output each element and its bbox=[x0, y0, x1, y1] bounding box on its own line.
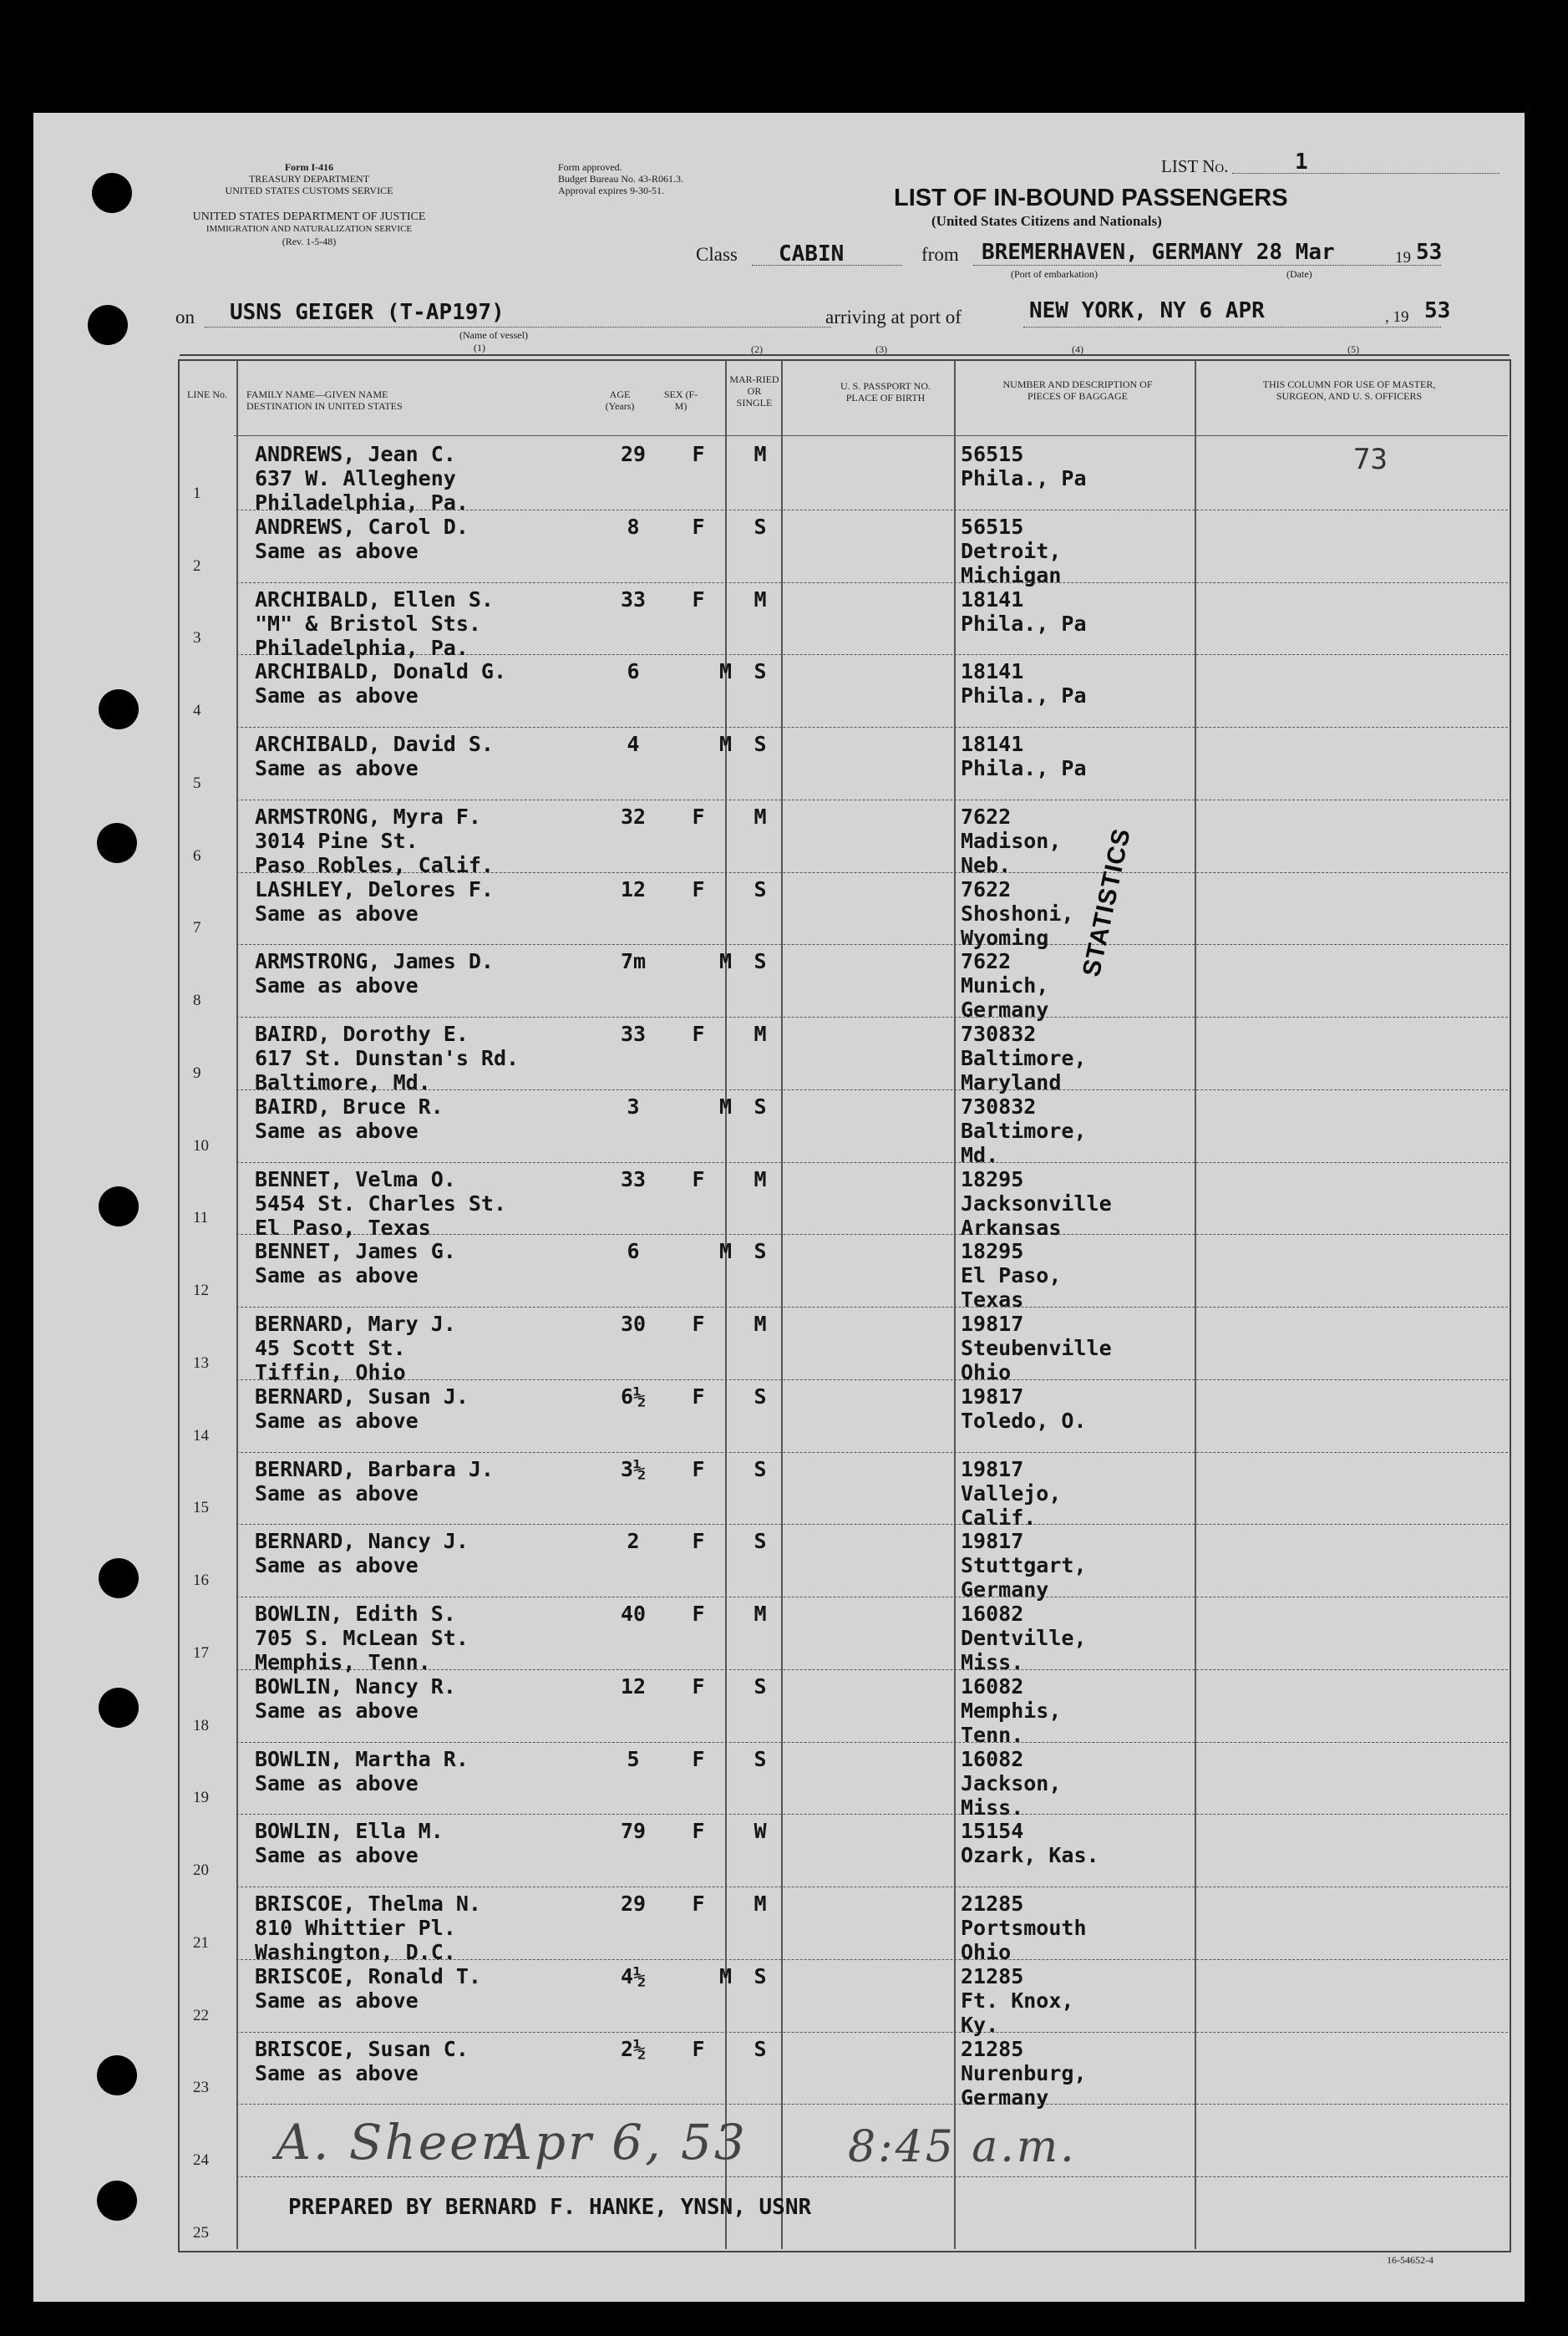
row-marital-status: W bbox=[754, 1819, 767, 1844]
row-sex: M bbox=[718, 732, 732, 757]
row-name-destination: BERNARD, Nancy J. Same as above bbox=[255, 1529, 469, 1578]
handwritten-time: 8:45 a.m. bbox=[848, 2122, 1077, 2172]
table-row bbox=[178, 1887, 1508, 1965]
row-age: 3½ bbox=[620, 1456, 647, 1481]
col-header-line: LINE No. bbox=[187, 388, 227, 400]
row-marital-status: S bbox=[754, 659, 767, 684]
row-name-destination: ARCHIBALD, David S. Same as above bbox=[255, 732, 494, 781]
approval-line: Form approved. bbox=[558, 161, 622, 173]
year-prefix-2: , 19 bbox=[1385, 308, 1409, 326]
vessel-line bbox=[205, 327, 831, 328]
row-name-destination: ARCHIBALD, Donald G. Same as above bbox=[255, 659, 507, 708]
form-justice-block bbox=[167, 211, 451, 248]
row-marital-status: M bbox=[754, 1892, 767, 1917]
row-sex: F bbox=[692, 1456, 705, 1481]
arriving-label: arriving at port of bbox=[825, 307, 962, 328]
form-agency-block bbox=[159, 161, 459, 196]
vessel-caption: (Name of vessel) bbox=[459, 329, 528, 341]
punch-hole bbox=[97, 2181, 137, 2221]
row-line-number: 17 bbox=[193, 1643, 209, 1662]
row-age: 2 bbox=[627, 1529, 640, 1554]
vessel-name: USNS GEIGER (T-AP197) bbox=[230, 300, 505, 325]
punch-hole bbox=[99, 1186, 139, 1226]
table-row bbox=[178, 1814, 1508, 1887]
punch-hole bbox=[99, 1558, 139, 1598]
row-line-number: 4 bbox=[193, 702, 201, 720]
on-label: on bbox=[175, 307, 195, 328]
table-row bbox=[178, 1524, 1508, 1602]
table-row bbox=[178, 1307, 1508, 1385]
list-number-line bbox=[1232, 173, 1499, 174]
agency-treasury: TREASURY DEPARTMENT bbox=[248, 173, 370, 185]
row-sex: M bbox=[718, 1963, 732, 1988]
col-header-age: AGE (Years) bbox=[605, 388, 635, 412]
port-caption: (Port of embarkation) bbox=[1011, 268, 1098, 280]
row-passport-birthplace: 21285 Portsmouth Ohio bbox=[961, 1892, 1087, 1965]
row-age: 33 bbox=[620, 1166, 647, 1191]
row-line-number: 11 bbox=[193, 1209, 209, 1227]
col-header-n4: (4) bbox=[1072, 343, 1083, 355]
col-header-n2: (2) bbox=[751, 343, 763, 355]
table-row bbox=[178, 1959, 1508, 2037]
footer-code: 16-54652-4 bbox=[1387, 2254, 1434, 2266]
col-header-n3: (3) bbox=[875, 343, 887, 355]
list-number-label: LIST No. bbox=[1161, 156, 1229, 176]
row-passport-birthplace: 18295 Jacksonville Arkansas bbox=[961, 1166, 1112, 1240]
embarkation-port: BREMERHAVEN, GERMANY 28 Mar bbox=[982, 240, 1335, 265]
year-value-1: 53 bbox=[1416, 240, 1443, 265]
row-age: 33 bbox=[620, 587, 647, 612]
row-passport-birthplace: 730832 Baltimore, Md. bbox=[961, 1094, 1087, 1167]
row-line-number: 12 bbox=[193, 1282, 209, 1300]
row-name-destination: LASHLEY, Delores F. Same as above bbox=[255, 876, 494, 926]
row-line-number: 22 bbox=[193, 2006, 209, 2024]
punch-hole bbox=[97, 823, 137, 863]
year-prefix-1: 19 bbox=[1395, 249, 1411, 267]
row-name-destination: BOWLIN, Edith S. 705 S. McLean St. Memphis, Tenn. bbox=[255, 1602, 469, 1675]
agency-ins: IMMIGRATION AND NATURALIZATION SERVICE bbox=[206, 224, 413, 234]
table-row bbox=[178, 1089, 1508, 1167]
row-line-number: 24 bbox=[193, 2151, 209, 2170]
row-marital-status: M bbox=[754, 442, 767, 466]
row-name-destination: ANDREWS, Carol D. Same as above bbox=[255, 514, 469, 563]
row-line-number: 8 bbox=[193, 992, 201, 1010]
row-age: 6 bbox=[627, 659, 640, 684]
col-header-sex: SEX (F-M) bbox=[663, 388, 698, 412]
row-line-number: 21 bbox=[193, 1933, 209, 1952]
table-row bbox=[178, 1742, 1508, 1820]
row-passport-birthplace: 56515 Phila., Pa bbox=[961, 442, 1087, 490]
row-sex: F bbox=[692, 1022, 705, 1047]
row-name-destination: ARCHIBALD, Ellen S. "M" & Bristol Sts. Philadelphia, Pa. bbox=[255, 587, 494, 660]
table-row bbox=[178, 437, 1508, 515]
col-header-married: MAR-RIED OR SINGLE bbox=[729, 373, 779, 409]
row-passport-birthplace: 21285 Nurenburg, Germany bbox=[961, 2036, 1087, 2110]
row-sex: M bbox=[718, 949, 732, 974]
handwritten-signature: A. Sheen bbox=[276, 2114, 515, 2171]
row-marital-status: S bbox=[754, 1239, 767, 1264]
row-sex: F bbox=[692, 1166, 705, 1191]
row-line-number: 5 bbox=[193, 774, 201, 792]
row-sex: F bbox=[692, 1673, 705, 1699]
row-marital-status: M bbox=[754, 804, 767, 829]
approval-line: Approval expires 9-30-51. bbox=[558, 185, 664, 196]
row-age: 2½ bbox=[620, 2036, 647, 2061]
table-row bbox=[178, 1234, 1508, 1313]
row-sex: F bbox=[692, 876, 705, 901]
row-sex: F bbox=[692, 1746, 705, 1771]
row-line-number: 15 bbox=[193, 1499, 209, 1517]
row-sex: F bbox=[692, 587, 705, 612]
row-name-destination: ARMSTRONG, Myra F. 3014 Pine St. Paso Robles, Calif. bbox=[255, 804, 494, 877]
manifest-sheet bbox=[33, 113, 1525, 2302]
date-caption: (Date) bbox=[1286, 268, 1312, 280]
row-line-number: 6 bbox=[193, 846, 201, 865]
from-label: from bbox=[921, 244, 959, 265]
table-row bbox=[178, 654, 1508, 727]
table-row bbox=[178, 1379, 1508, 1452]
agency-justice: UNITED STATES DEPARTMENT OF JUSTICE bbox=[192, 211, 426, 223]
row-passport-birthplace: 19817 Vallejo, Calif. bbox=[961, 1456, 1062, 1530]
row-line-number: 10 bbox=[193, 1136, 209, 1155]
row-age: 33 bbox=[620, 1022, 647, 1047]
row-name-destination: BAIRD, Dorothy E. 617 St. Dunstan's Rd. Baltimore, Md. bbox=[255, 1022, 520, 1095]
col-header-passport: U. S. PASSPORT NO. PLACE OF BIRTH bbox=[840, 380, 931, 404]
row-age: 12 bbox=[620, 1673, 647, 1699]
row-name-destination: BERNARD, Susan J. Same as above bbox=[255, 1384, 469, 1433]
form-revision: (Rev. 1-5-48) bbox=[282, 236, 337, 247]
row-marital-status: S bbox=[754, 1963, 767, 1988]
row-age: 6½ bbox=[620, 1384, 647, 1409]
row-sex: M bbox=[718, 1094, 732, 1119]
row-name-destination: BERNARD, Barbara J. Same as above bbox=[255, 1456, 494, 1506]
row-age: 4 bbox=[627, 732, 640, 757]
row-passport-birthplace: 16082 Dentville, Miss. bbox=[961, 1602, 1087, 1675]
row-age: 79 bbox=[620, 1819, 647, 1844]
row-line-number: 20 bbox=[193, 1861, 209, 1880]
table-row bbox=[178, 1669, 1508, 1747]
row-marital-status: M bbox=[754, 587, 767, 612]
row-passport-birthplace: 7622 Shoshoni, Wyoming bbox=[961, 876, 1074, 950]
row-marital-status: S bbox=[754, 1673, 767, 1699]
row-marital-status: S bbox=[754, 1456, 767, 1481]
col-header-name: FAMILY NAME—GIVEN NAME DESTINATION IN UNITED STATES bbox=[246, 388, 403, 412]
table-row bbox=[178, 582, 1508, 660]
row-sex: F bbox=[692, 1892, 705, 1917]
row-sex: F bbox=[692, 1384, 705, 1409]
row-age: 40 bbox=[620, 1602, 647, 1627]
row-passport-birthplace: 7622 Madison, Neb. bbox=[961, 804, 1062, 877]
header-rule bbox=[234, 435, 1508, 436]
prepared-by: PREPARED BY BERNARD F. HANKE, YNSN, USNR bbox=[288, 2195, 812, 2220]
row-passport-birthplace: 7622 Munich, Germany bbox=[961, 949, 1049, 1023]
approval-line: Budget Bureau No. 43-R061.3. bbox=[558, 173, 683, 185]
row-line-number: 18 bbox=[193, 1716, 209, 1734]
row-name-destination: BRISCOE, Susan C. Same as above bbox=[255, 2036, 469, 2085]
row-passport-birthplace: 18141 Phila., Pa bbox=[961, 732, 1087, 781]
page-title: LIST OF IN-BOUND PASSENGERS bbox=[894, 185, 1288, 211]
table-row bbox=[178, 1162, 1508, 1240]
row-passport-birthplace: 15154 Ozark, Kas. bbox=[961, 1819, 1099, 1868]
row-passport-birthplace: 16082 Memphis, Tenn. bbox=[961, 1673, 1062, 1747]
row-passport-birthplace: 16082 Jackson, Miss. bbox=[961, 1746, 1062, 1820]
row-sex: M bbox=[718, 659, 732, 684]
row-line-number: 3 bbox=[193, 629, 201, 647]
row-marital-status: S bbox=[754, 876, 767, 901]
row-name-destination: BRISCOE, Ronald T. Same as above bbox=[255, 1963, 481, 2013]
row-name-destination: BRISCOE, Thelma N. 810 Whittier Pl. Washington, D.C. bbox=[255, 1892, 481, 1965]
row-marital-status: M bbox=[754, 1166, 767, 1191]
row-age: 4½ bbox=[620, 1963, 647, 1988]
row-line-number: 25 bbox=[193, 2223, 209, 2242]
row-age: 29 bbox=[620, 1892, 647, 1917]
row-name-destination: BAIRD, Bruce R. Same as above bbox=[255, 1094, 444, 1143]
row-name-destination: BENNET, James G. Same as above bbox=[255, 1239, 456, 1288]
row-marital-status: M bbox=[754, 1312, 767, 1337]
row-line-number: 2 bbox=[193, 556, 201, 575]
row-sex: M bbox=[718, 1239, 732, 1264]
row-age: 8 bbox=[627, 514, 640, 539]
punch-hole bbox=[99, 1688, 139, 1728]
row-sex: F bbox=[692, 804, 705, 829]
row-age: 29 bbox=[620, 442, 647, 466]
punch-hole bbox=[97, 2055, 137, 2095]
row-age: 12 bbox=[620, 876, 647, 901]
row-line-number: 14 bbox=[193, 1426, 209, 1445]
row-line-number: 7 bbox=[193, 919, 201, 937]
punch-hole bbox=[88, 305, 128, 345]
col-header-officers: THIS COLUMN FOR USE OF MASTER, SURGEON, AND U. S. OFFICERS bbox=[1262, 378, 1436, 402]
table-top-rule bbox=[180, 354, 1510, 356]
statistics-stamp: STATISTICS bbox=[1078, 825, 1136, 979]
row-line-number: 23 bbox=[193, 2079, 209, 2097]
table-row bbox=[178, 1452, 1508, 1530]
passenger-rows bbox=[178, 437, 1508, 2249]
row-age: 6 bbox=[627, 1239, 640, 1264]
row-sex: F bbox=[692, 1602, 705, 1627]
from-line bbox=[973, 265, 1441, 266]
table-row bbox=[178, 800, 1508, 877]
row-passport-birthplace: 18141 Phila., Pa bbox=[961, 659, 1087, 708]
page-subtitle: (United States Citizens and Nationals) bbox=[931, 213, 1162, 229]
col-header-n5: (5) bbox=[1347, 343, 1359, 355]
row-sex: F bbox=[692, 442, 705, 466]
officer-mark: 73 bbox=[1353, 443, 1388, 476]
row-sex: F bbox=[692, 1312, 705, 1337]
row-sex: F bbox=[692, 514, 705, 539]
list-number-value: 1 bbox=[1295, 150, 1308, 175]
table-row bbox=[178, 1017, 1508, 1095]
table-row bbox=[178, 727, 1508, 800]
table-row bbox=[178, 2032, 1508, 2110]
row-passport-birthplace: 56515 Detroit, Michigan bbox=[961, 514, 1062, 587]
row-sex: F bbox=[692, 1529, 705, 1554]
col-header-baggage: NUMBER AND DESCRIPTION OF PIECES OF BAGGAGE bbox=[1002, 378, 1153, 402]
agency-customs: UNITED STATES CUSTOMS SERVICE bbox=[225, 185, 393, 196]
row-passport-birthplace: 730832 Baltimore, Maryland bbox=[961, 1022, 1087, 1095]
row-name-destination: BOWLIN, Ella M. Same as above bbox=[255, 1819, 444, 1868]
row-line-number: 19 bbox=[193, 1789, 209, 1807]
row-name-destination: BENNET, Velma O. 5454 St. Charles St. El Paso, Texas bbox=[255, 1166, 507, 1240]
row-marital-status: S bbox=[754, 2036, 767, 2061]
row-age: 3 bbox=[627, 1094, 640, 1119]
table-row bbox=[178, 944, 1508, 1023]
row-marital-status: S bbox=[754, 514, 767, 539]
row-age: 32 bbox=[620, 804, 647, 829]
arrival-port-date: NEW YORK, NY 6 APR bbox=[1029, 298, 1265, 323]
handwritten-date: Apr 6, 53 bbox=[497, 2114, 748, 2171]
row-marital-status: S bbox=[754, 1094, 767, 1119]
row-sex: F bbox=[692, 2036, 705, 2061]
class-label: Class bbox=[696, 244, 738, 265]
row-marital-status: S bbox=[754, 1384, 767, 1409]
arrival-line bbox=[1023, 327, 1441, 328]
punch-hole bbox=[99, 689, 139, 729]
row-name-destination: ANDREWS, Jean C. 637 W. Allegheny Philadelphia, Pa. bbox=[255, 442, 469, 515]
row-passport-birthplace: 21285 Ft. Knox, Ky. bbox=[961, 1963, 1074, 2037]
row-marital-status: S bbox=[754, 732, 767, 757]
table-row bbox=[178, 1597, 1508, 1675]
vessel-column-number: (1) bbox=[474, 342, 485, 353]
row-age: 5 bbox=[627, 1746, 640, 1771]
row-passport-birthplace: 19817 Steubenville Ohio bbox=[961, 1312, 1112, 1385]
form-number: Form I-416 bbox=[284, 161, 334, 173]
row-age: 7m bbox=[620, 949, 647, 974]
row-passport-birthplace: 19817 Toledo, O. bbox=[961, 1384, 1087, 1433]
row-marital-status: S bbox=[754, 1746, 767, 1771]
row-line-number: 13 bbox=[193, 1353, 209, 1372]
row-line-number: 1 bbox=[193, 484, 201, 502]
row-marital-status: M bbox=[754, 1602, 767, 1627]
row-passport-birthplace: 19817 Stuttgart, Germany bbox=[961, 1529, 1087, 1602]
row-line-number: 9 bbox=[193, 1064, 201, 1082]
row-marital-status: S bbox=[754, 949, 767, 974]
row-age: 30 bbox=[620, 1312, 647, 1337]
table-row bbox=[178, 510, 1508, 587]
row-passport-birthplace: 18295 El Paso, Texas bbox=[961, 1239, 1062, 1313]
row-name-destination: BOWLIN, Nancy R. Same as above bbox=[255, 1673, 456, 1723]
punch-hole bbox=[92, 173, 132, 213]
row-marital-status: M bbox=[754, 1022, 767, 1047]
row-name-destination: BERNARD, Mary J. 45 Scott St. Tiffin, Ohio bbox=[255, 1312, 456, 1385]
row-marital-status: S bbox=[754, 1529, 767, 1554]
row-sex: F bbox=[692, 1819, 705, 1844]
row-line-number: 16 bbox=[193, 1572, 209, 1590]
row-name-destination: BOWLIN, Martha R. Same as above bbox=[255, 1746, 469, 1795]
class-value: CABIN bbox=[779, 241, 845, 267]
year-value-2: 53 bbox=[1424, 298, 1451, 323]
row-passport-birthplace: 18141 Phila., Pa bbox=[961, 587, 1087, 636]
row-name-destination: ARMSTRONG, James D. Same as above bbox=[255, 949, 494, 998]
form-approval bbox=[558, 161, 683, 196]
